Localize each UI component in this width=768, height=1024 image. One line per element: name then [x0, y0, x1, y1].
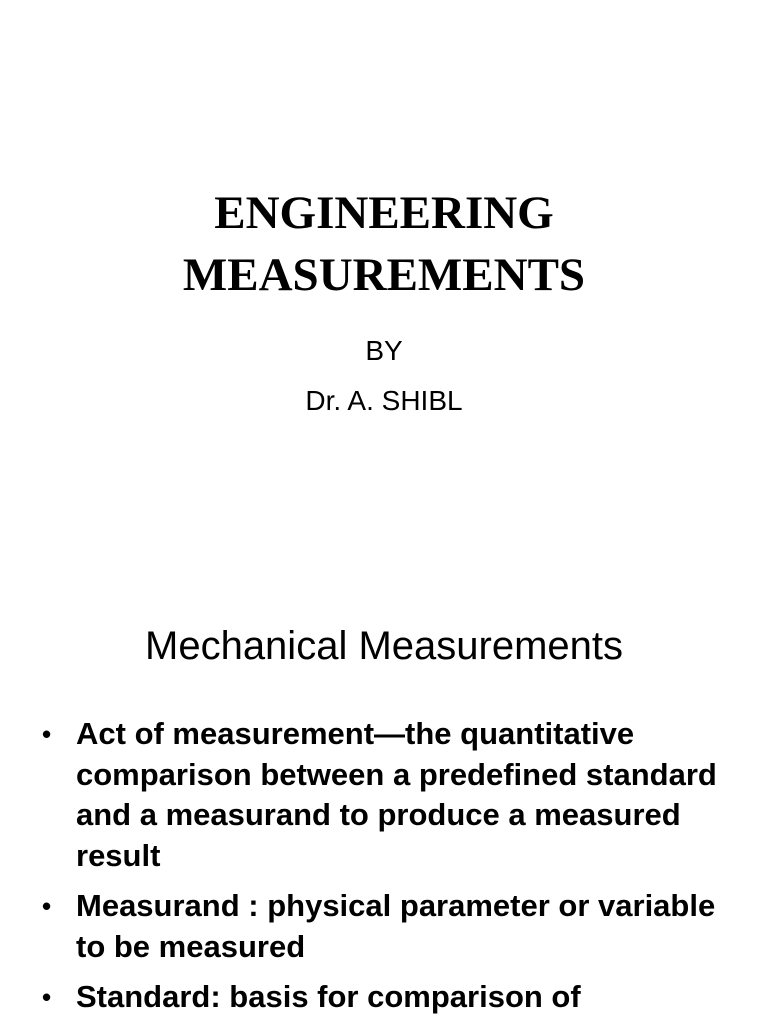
list-item	[36, 977, 736, 1018]
bullet-text: Act of measurement—the quantitative comparison between a predefined standard and a measurand to produce a measured result	[76, 716, 717, 873]
author-name: Dr. A. SHIBL	[305, 385, 463, 416]
title-line-1: ENGINEERING	[214, 187, 554, 239]
by-label: BY	[365, 335, 403, 366]
list-item	[36, 714, 736, 876]
slide-title: Mechanical Measurements	[145, 624, 623, 668]
bullet-text: Standard: basis for comparison of	[76, 979, 581, 1014]
content-slide	[0, 576, 768, 1024]
bullet-icon: •	[42, 891, 52, 921]
presentation-title	[0, 182, 768, 306]
title-line-2: MEASUREMENTS	[182, 249, 586, 301]
bullet-list	[36, 714, 736, 1024]
list-item	[36, 886, 736, 967]
bullet-text: Measurand : physical parameter or variable to be measured	[76, 888, 716, 964]
bullet-icon: •	[42, 982, 52, 1012]
bullet-icon: •	[42, 719, 52, 749]
